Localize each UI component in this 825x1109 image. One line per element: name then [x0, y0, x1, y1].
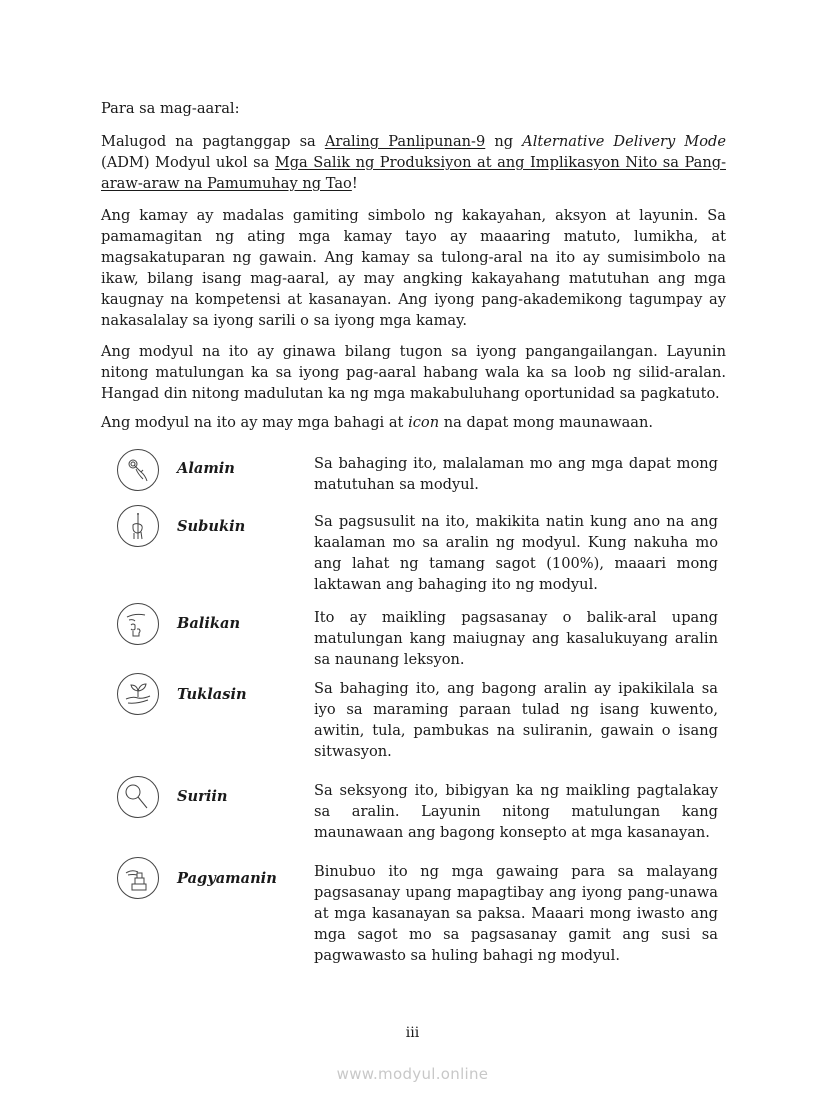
- section-label: Balikan: [177, 615, 241, 632]
- section-description: Sa bahaging ito, malalaman mo ang mga dapat mong matutuhan sa modyul.: [314, 455, 718, 493]
- subject-title: Araling Panlipunan-9: [324, 133, 486, 150]
- intro-paragraph: [101, 131, 726, 194]
- magnifying-glass-icon: [117, 776, 159, 818]
- hand-pencil-icon: [117, 505, 159, 547]
- hand-blocks-icon: [117, 857, 159, 899]
- paragraph-module-purpose: Ang modyul na ito ay ginawa bilang tugon sa iyong pangangailangan. Layunin nitong matulungan ka sa iyong pag-aaral habang wala ka sa loob ng silid-aralan. Hangad din nitong madulutan ka ng mga makabuluhang oportunidad sa pagkatuto.: [101, 343, 726, 402]
- hands-puzzle-icon: [117, 603, 159, 645]
- page-number: iii: [405, 1025, 420, 1041]
- section-description: Binubuo ito ng mga gawaing para sa malayang pagsasanay upang mapagtibay ang iyong pang-unawa at mga kasanayan sa paksa. Maaari mong iwasto ang mga sagot mo sa pagsasanay gamit ang susi sa pagwawasto sa huling bahagi ng modyul.: [314, 863, 718, 964]
- section-description: Sa seksyong ito, bibigyan ka ng maikling pagtalakay sa aralin. Layunin nitong matulungan kang maunawaan ang bagong konsepto at mga kasanayan.: [314, 782, 718, 841]
- hand-pointing-icon: [117, 449, 159, 491]
- section-label: Suriin: [177, 788, 228, 805]
- intro-text: (ADM) Modyul ukol sa: [101, 154, 275, 171]
- section-description: Ito ay maikling pagsasanay o balik-aral upang matulungan kang maiugnay ang kasalukuyang aralin sa naunang leksyon.: [314, 609, 718, 668]
- module-title: Mga Salik ng Produksiyon at ang Implikasyon Nito sa Pang-araw-araw na Pamumuhay ng Tao: [101, 154, 726, 192]
- section-description: Sa bahaging ito, ang bagong aralin ay ipakikilala sa iyo sa maraming paraan tulad ng isang kuwento, awitin, tula, pambukas na suliranin, gawain o isang sitwasyon.: [314, 680, 718, 760]
- section-label: Pagyamanin: [177, 870, 277, 887]
- greeting: Para sa mag-aaral:: [101, 100, 240, 117]
- intro-text: ng: [485, 133, 523, 150]
- icons-intro: [101, 412, 653, 433]
- section-label: Alamin: [177, 460, 235, 477]
- hand-plant-icon: [117, 673, 159, 715]
- intro-text: Malugod na pagtanggap sa: [101, 133, 325, 150]
- paragraph-hand-symbol: Ang kamay ay madalas gamiting simbolo ng kakayahan, aksyon at layunin. Sa pamamagitan ng ating mga kamay tayo ay maaaring matuto, lumikha, at magsakatuparan ng gawain. Ang kamay sa tulong-aral na ito ay sumisimbolo na ikaw, bilang isang mag-aaral, ay may angking kakayahang matutuhan ang mga kaugnay na kompetensi at kasanayan. Ang iyong pang-akademikong tagumpay ay nakasalalay sa iyong sarili o sa iyong mga kamay.: [101, 207, 726, 329]
- watermark: www.modyul.online: [336, 1065, 489, 1083]
- adm-term: Alternative Delivery Mode: [522, 133, 726, 150]
- icon-word: icon: [408, 414, 440, 431]
- section-label: Tuklasin: [177, 686, 247, 703]
- section-description: Sa pagsusulit na ito, makikita natin kung ano na ang kaalaman mo sa aralin ng modyul. Kung nakuha mo ang lahat ng tamang sagot (100%), maaari mong laktawan ang bahaging ito ng modyul.: [314, 513, 718, 593]
- intro-text: !: [351, 175, 358, 192]
- section-label: Subukin: [177, 518, 246, 535]
- icons-intro-text: Ang modyul na ito ay may mga bahagi at: [101, 414, 409, 431]
- icons-intro-text: na dapat mong maunawaan.: [439, 414, 654, 431]
